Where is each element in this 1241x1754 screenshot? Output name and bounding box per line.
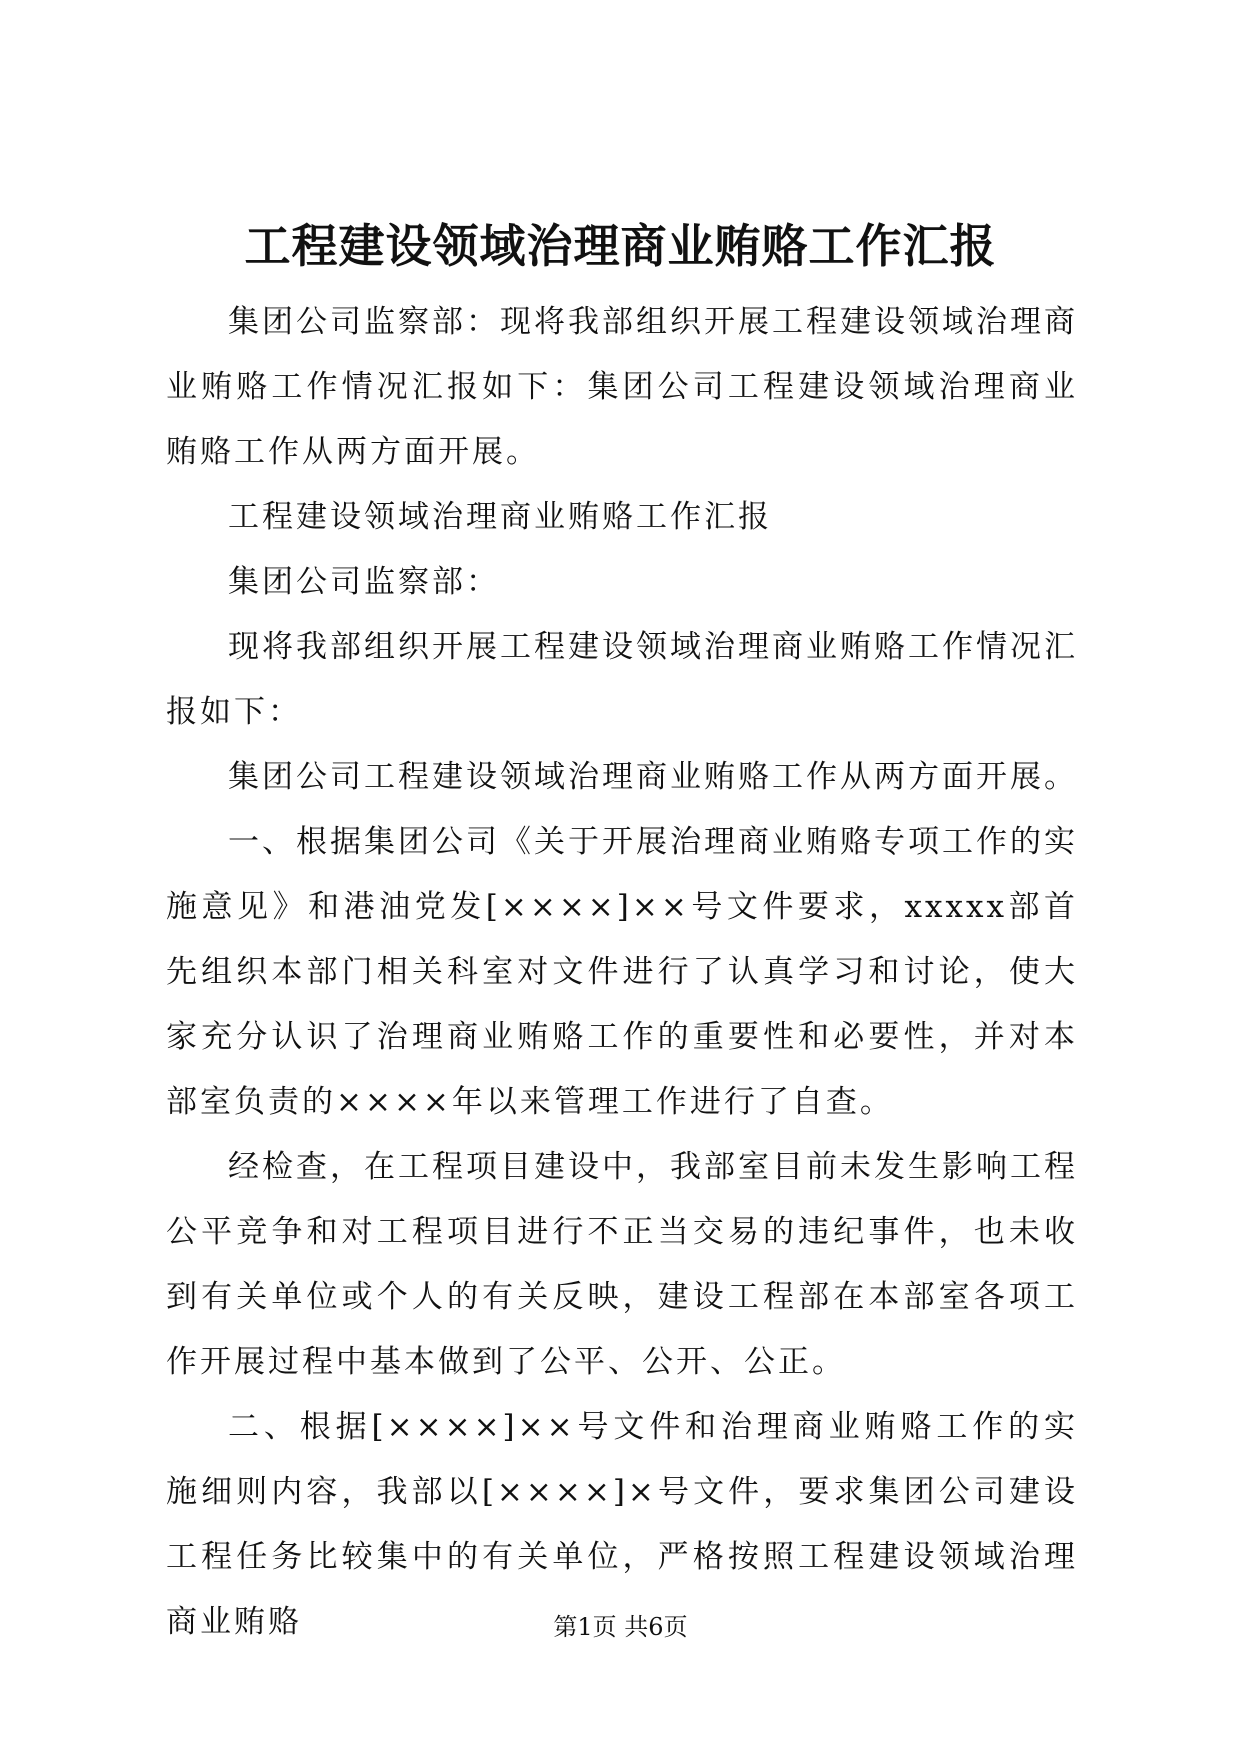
document-body (166, 290, 1078, 1655)
page-footer: 第1页 共6页 (553, 1613, 688, 1641)
document-title: 工程建设领域治理商业贿赂工作汇报 (244, 219, 997, 273)
paragraph-1: 集团公司监察部：现将我部组织开展工程建设领域治理商业贿赂工作情况汇报如下：集团公司工程建设领域治理商业贿赂工作从两方面开展。 (166, 304, 1078, 470)
paragraph-3: 集团公司监察部： (228, 564, 500, 600)
paragraph-6: 一、根据集团公司《关于开展治理商业贿赂专项工作的实施意见》和港油党发[××××]××号文件要求，xxxxx部首先组织本部门相关科室对文件进行了认真学习和讨论，使大家充分认识了治理商业贿赂工作的重要性和必要性，并对本部室负责的××××年以来管理工作进行了自查。 (166, 824, 1078, 1120)
paragraph-5: 集团公司工程建设领域治理商业贿赂工作从两方面开展。 (228, 759, 1078, 795)
paragraph-8: 二、根据[××××]××号文件和治理商业贿赂工作的实施细则内容，我部以[××××]×号文件，要求集团公司建设工程任务比较集中的有关单位，严格按照工程建设领域治理商业贿赂 (166, 1409, 1078, 1640)
paragraph-4: 现将我部组织开展工程建设领域治理商业贿赂工作情况汇报如下： (166, 629, 1078, 730)
paragraph-7: 经检查，在工程项目建设中，我部室目前未发生影响工程公平竞争和对工程项目进行不正当交易的违纪事件，也未收到有关单位或个人的有关反映，建设工程部在本部室各项工作开展过程中基本做到了公平、公开、公正。 (166, 1149, 1078, 1380)
paragraph-2: 工程建设领域治理商业贿赂工作汇报 (228, 499, 772, 535)
